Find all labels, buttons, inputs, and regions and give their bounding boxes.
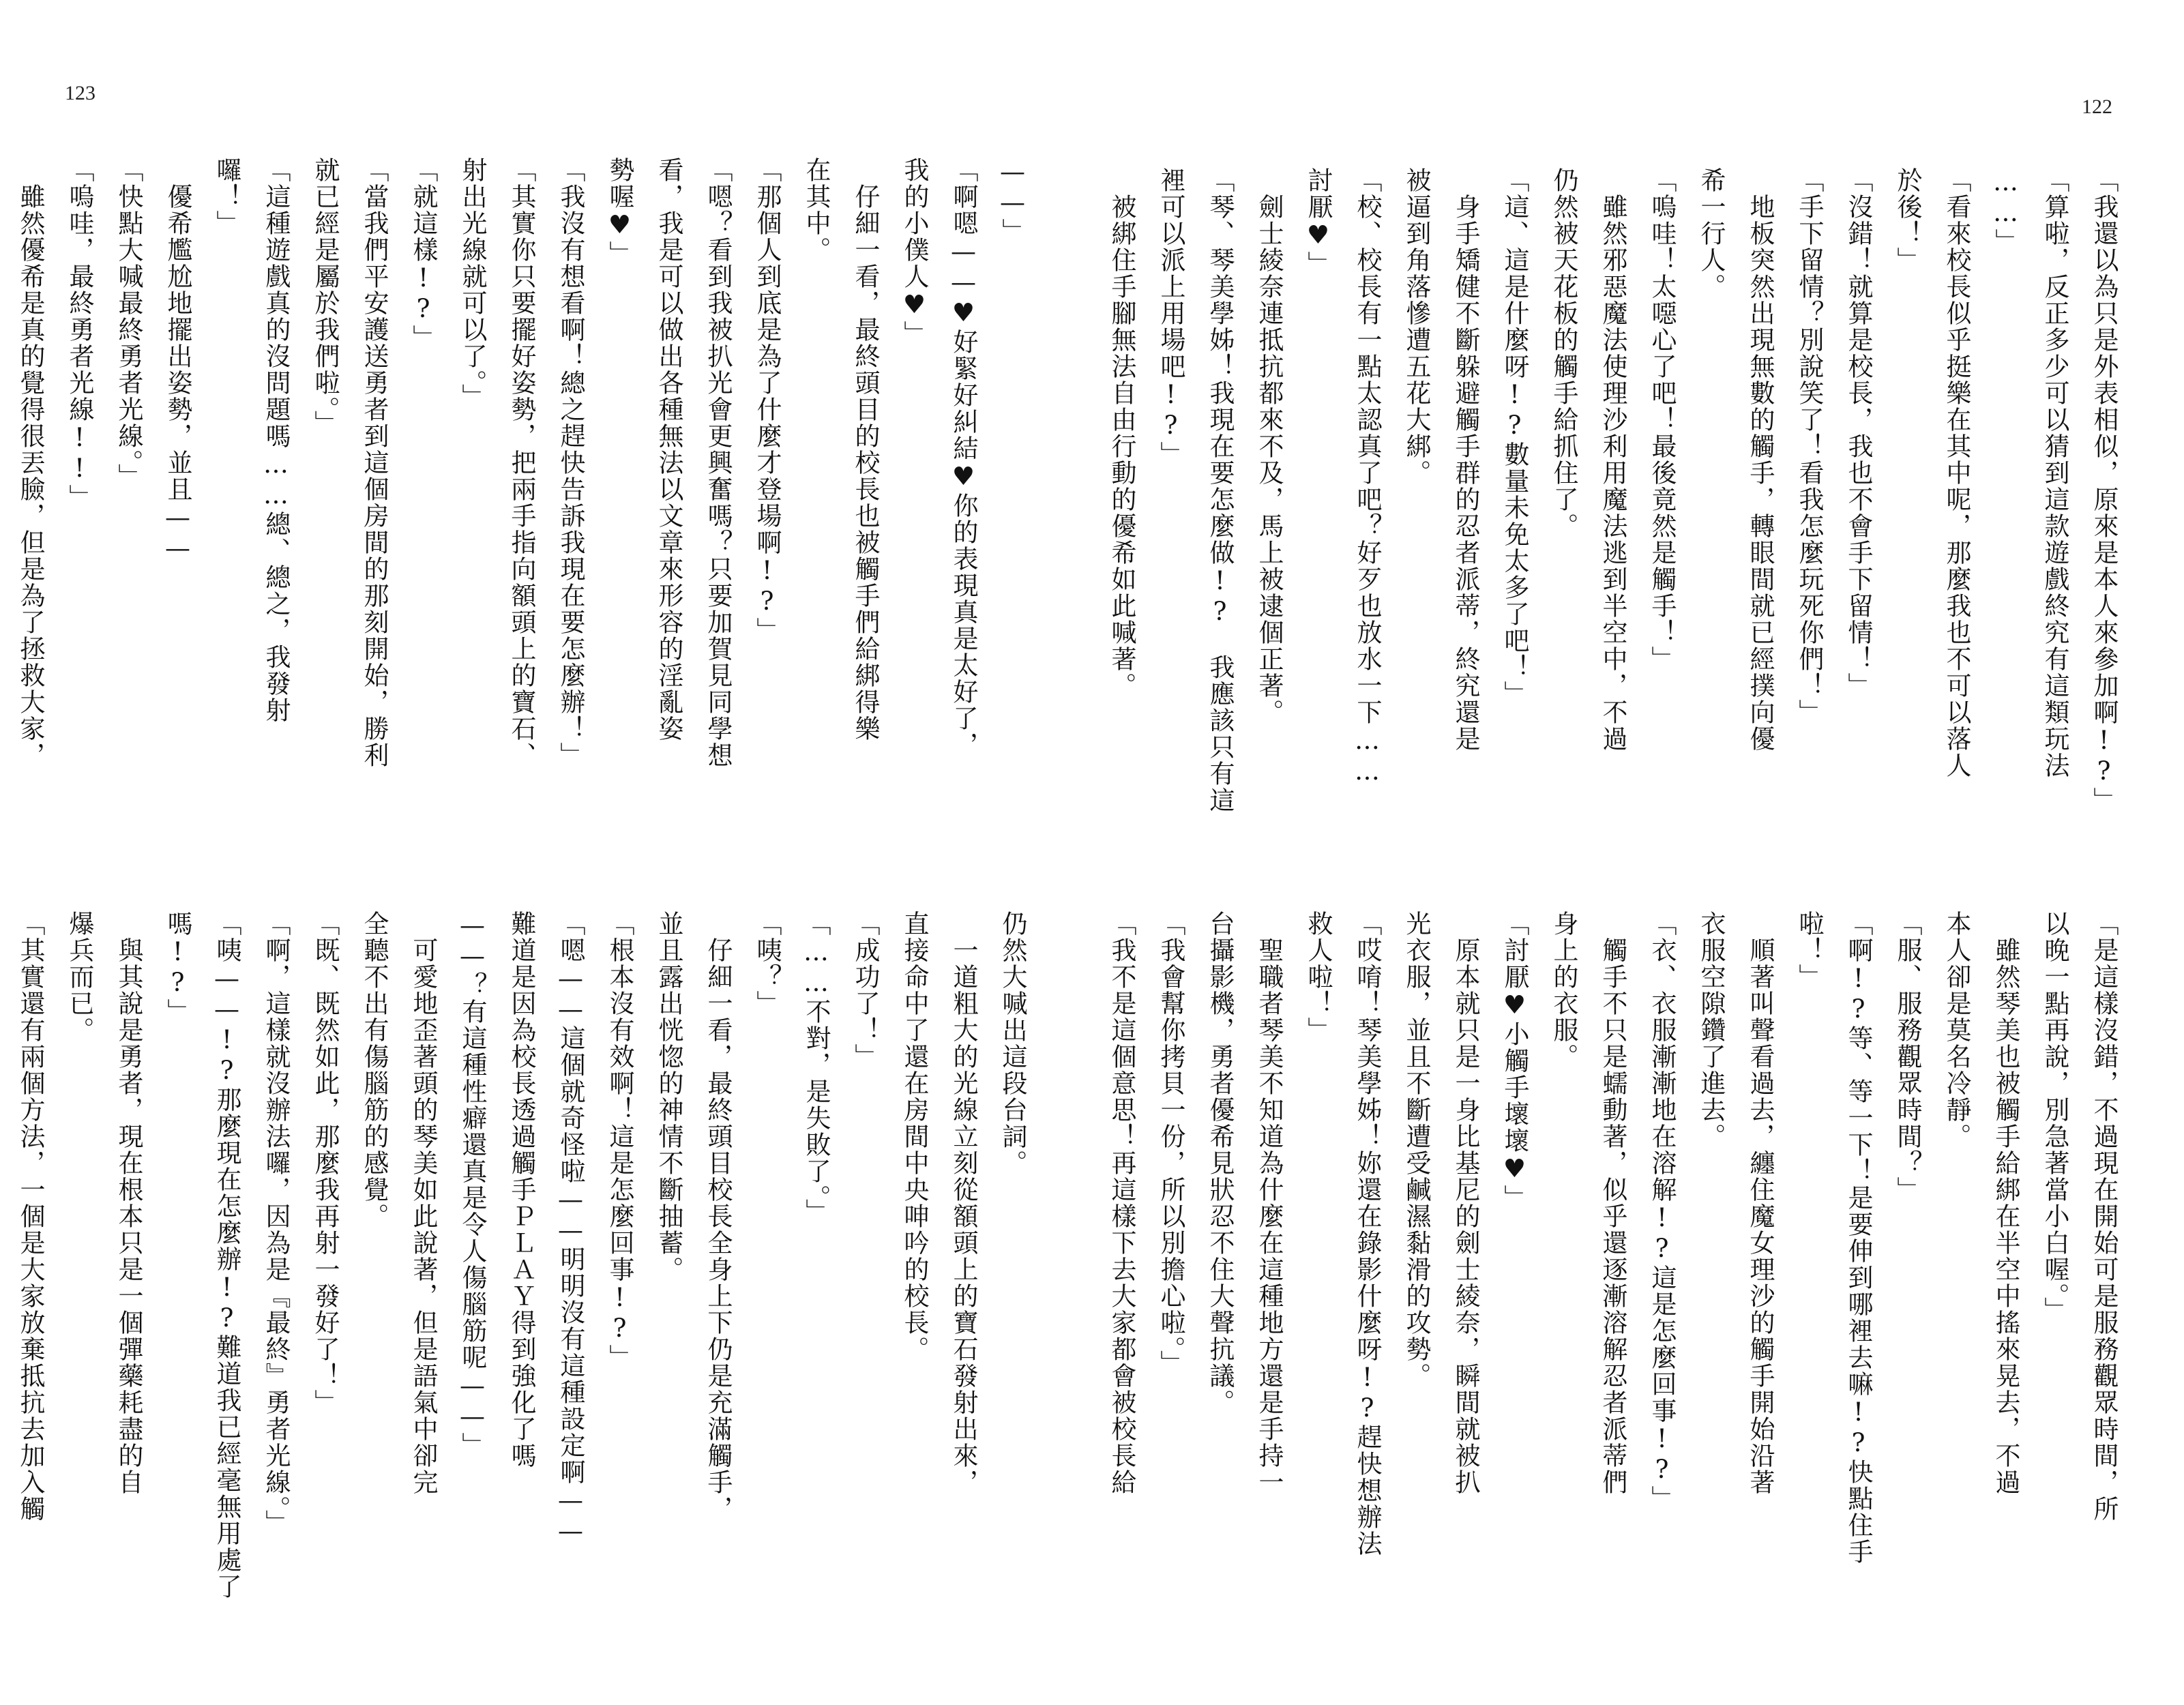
- right-bottom-line-5: 「服、服務觀眾時間？」: [1893, 910, 1922, 1203]
- left-bottom-line-5: 「……不對，是失敗了。」: [801, 910, 831, 1226]
- right-top-line-1: 「我還以為只是外表相似，原來是本人來參加啊!?」: [2089, 167, 2119, 814]
- right-bottom-line-1: 「是這樣沒錯，不過現在開始可是服務觀眾時間，所: [2089, 910, 2119, 1522]
- right-bottom-line-15: 光衣服，並且不斷遭受鹹濕黏滑的攻勢。: [1402, 910, 1431, 1389]
- left-bottom-line-17: 「咦——!?那麼現在怎麼辦!?難道我已經毫無用處了: [212, 910, 241, 1600]
- left-top-line-1: ——」: [998, 157, 1027, 245]
- right-bottom-line-7: 啦！」: [1795, 910, 1824, 990]
- page-number-left: 123: [65, 82, 95, 104]
- left-bottom-line-12: ——？有這種性癖還真是令人傷腦筋呢——」: [458, 910, 487, 1459]
- left-bottom-line-14: 全聽不出有傷腦筋的感覺。: [359, 910, 389, 1230]
- left-top-line-2: 「啊嗯——♥好緊好糾結♥你的表現真是太好了，: [949, 157, 978, 758]
- right-top-line-16: 「校、校長有一點太認真了吧？好歹也放水一下……: [1353, 167, 1382, 787]
- left-top-line-7: 「嗯？看到我被扒光會更興奮嗎？只要加賀見同學想: [703, 157, 733, 769]
- right-top-line-9: 希一行人。: [1696, 167, 1726, 300]
- left-top-line-11: 「其實你只要擺好姿勢，把兩手指向額頭上的寶石、: [507, 157, 536, 769]
- right-bottom-line-10: 「衣、衣服漸漸地在溶解!?這是怎麼回事!?」: [1647, 910, 1677, 1512]
- left-top-line-12: 射出光線就可以了。」: [458, 157, 487, 411]
- left-top-line-15: 就已經是屬於我們啦。」: [310, 157, 340, 437]
- left-top-line-18: 優希尷尬地擺出姿勢，並且——: [163, 157, 192, 564]
- right-top-line-7: 「手下留情？別說笑了！看我怎麼玩死你們！」: [1795, 167, 1824, 726]
- left-top-line-4: 仔細一看，最終頭目的校長也被觸手們給綁得樂: [851, 157, 880, 742]
- right-top-line-5: 於後！」: [1893, 167, 1922, 273]
- right-top-line-10: 「嗚哇！太噁心了吧！最後竟然是觸手！」: [1647, 167, 1677, 672]
- left-top-line-14: 「當我們平安護送勇者到這個房間的那刻開始，勝利: [359, 157, 389, 769]
- right-page-top-text: [1107, 167, 2128, 890]
- right-top-line-18: 劍士綾奈連抵抗都來不及，馬上被逮個正著。: [1254, 167, 1284, 726]
- left-bottom-line-21: 「其實還有兩個方法，一個是大家放棄抵抗去加入觸: [16, 910, 45, 1522]
- right-top-line-11: 雖然邪惡魔法使理沙利用魔法逃到半空中，不過: [1598, 167, 1627, 752]
- left-top-line-3: 我的小僕人♥」: [900, 157, 929, 347]
- right-bottom-line-2: 以晚一點再說，別急著當小白喔。」: [2040, 910, 2069, 1324]
- left-top-line-17: 囉！」: [212, 157, 241, 237]
- right-bottom-line-20: 「我會幫你拷貝一份，所以別擔心啦。」: [1156, 910, 1185, 1377]
- left-top-line-20: 「嗚哇，最終勇者光線!!」: [65, 157, 94, 511]
- right-bottom-line-8: 順著叫聲看過去，纏住魔女理沙的觸手開始沿著: [1745, 910, 1775, 1496]
- right-bottom-line-11: 觸手不只是蠕動著，似乎還逐漸溶解忍者派蒂們: [1598, 910, 1627, 1496]
- right-top-line-13: 「這、這是什麼呀!?數量未免太多了吧！」: [1500, 167, 1529, 707]
- left-bottom-line-3: 直接命中了還在房間中央呻吟的校長。: [900, 910, 929, 1363]
- left-top-line-9: 勢喔♥」: [605, 157, 634, 267]
- right-top-line-15: 被逼到角落慘遭五花大綁。: [1402, 167, 1431, 486]
- left-bottom-line-16: 「啊，這樣就沒辦法囉，因為是『最終』勇者光線。」: [261, 910, 291, 1537]
- left-top-line-19: 「快點大喊最終勇者光線。」: [114, 157, 143, 490]
- left-bottom-line-1: 仍然大喊出這段台詞。: [998, 910, 1027, 1176]
- left-bottom-line-8: 並且露出恍惚的神情不斷抽蓄。: [654, 910, 683, 1283]
- right-bottom-line-19: 台攝影機，勇者優希見狀忍不住大聲抗議。: [1205, 910, 1235, 1416]
- left-bottom-line-20: 爆兵而已。: [65, 910, 94, 1043]
- right-bottom-line-14: 原本就只是一身比基尼的劍士綾奈，瞬間就被扒: [1451, 910, 1480, 1496]
- right-top-line-20: 裡可以派上用場吧!?」: [1156, 167, 1185, 468]
- left-bottom-line-7: 仔細一看，最終頭目校長全身上下仍是充滿觸手，: [703, 910, 733, 1522]
- right-top-line-21: 被綁住手腳無法自由行動的優希如此喊著。: [1107, 167, 1136, 699]
- right-bottom-line-12: 身上的衣服。: [1549, 910, 1578, 1070]
- left-top-line-6: 「那個人到底是為了什麼才登場啊!?」: [752, 157, 782, 644]
- right-top-line-14: 身手矯健不斷躲避觸手群的忍者派蒂，終究還是: [1451, 167, 1480, 752]
- left-bottom-line-15: 「既、既然如此，那麼我再射一發好了！」: [310, 910, 340, 1416]
- right-page-bottom-text: [1107, 910, 2128, 1633]
- left-page-top-text: [16, 157, 1037, 880]
- left-bottom-line-10: 「嗯——這個就奇怪啦——明明沒有這種設定啊——: [556, 910, 585, 1547]
- left-top-line-21: 雖然優希是真的覺得很丟臉，但是為了拯救大家，: [16, 157, 45, 769]
- right-bottom-line-6: 「啊!?等、等一下！是要伸到哪裡去嘛!?快點住手: [1844, 910, 1873, 1565]
- left-top-line-13: 「就這樣!?」: [409, 157, 438, 351]
- right-bottom-line-3: 雖然琴美也被觸手給綁在半空中搖來晃去，不過: [1991, 910, 2020, 1496]
- right-bottom-line-17: 救人啦！」: [1303, 910, 1333, 1043]
- left-page-bottom-text: [16, 910, 1037, 1633]
- page-number-right: 122: [2082, 95, 2112, 118]
- left-bottom-line-6: 「咦？」: [752, 910, 782, 1017]
- left-bottom-line-19: 與其說是勇者，現在根本只是一個彈藥耗盡的自: [114, 910, 143, 1496]
- right-top-line-4: 「看來校長似乎挺樂在其中呢，那麼我也不可以落人: [1942, 167, 1971, 779]
- right-bottom-line-18: 聖職者琴美不知道為什麼在這種地方還是手持一: [1254, 910, 1284, 1496]
- right-top-line-12: 仍然被天花板的觸手給抓住了。: [1549, 167, 1578, 539]
- left-top-line-8: 看，我是可以做出各種無法以文章來形容的淫亂姿: [654, 157, 683, 742]
- right-top-line-2: 「算啦，反正多少可以猜到這款遊戲終究有這類玩法: [2040, 167, 2069, 779]
- left-bottom-line-2: 一道粗大的光線立刻從額頭上的寶石發射出來，: [949, 910, 978, 1496]
- left-top-line-5: 在其中。: [801, 157, 831, 263]
- left-top-line-16: 「這種遊戲真的沒問題嗎……總、總之，我發射: [261, 157, 291, 724]
- right-top-line-6: 「沒錯！就算是校長，我也不會手下留情！」: [1844, 167, 1873, 699]
- left-top-line-10: 「我沒有想看啊！總之趕快告訴我現在要怎麼辦！」: [556, 157, 585, 769]
- left-bottom-line-11: 難道是因為校長透過觸手ＰＬＡＹ得到強化了嗎: [507, 910, 536, 1469]
- right-bottom-line-9: 衣服空隙鑽了進去。: [1696, 910, 1726, 1150]
- left-bottom-line-4: 「成功了！」: [851, 910, 880, 1070]
- left-bottom-line-18: 嗎!?」: [163, 910, 192, 1025]
- right-top-line-19: 「琴、琴美學姊！我現在要怎麼做!? 我應該只有這: [1205, 167, 1235, 814]
- right-bottom-line-21: 「我不是這個意思！再這樣下去大家都會被校長給: [1107, 910, 1136, 1496]
- left-bottom-line-13: 可愛地歪著頭的琴美如此說著，但是語氣中卻完: [409, 910, 438, 1496]
- left-bottom-line-9: 「根本沒有效啊！這是怎麼回事!?」: [605, 910, 634, 1371]
- right-top-line-8: 地板突然出現無數的觸手，轉眼間就已經撲向優: [1745, 167, 1775, 752]
- right-bottom-line-13: 「討厭♥小觸手壞壞♥」: [1500, 910, 1529, 1211]
- right-top-line-3: ……」: [1991, 167, 2020, 255]
- right-top-line-17: 討厭♥」: [1303, 167, 1333, 278]
- right-bottom-line-16: 「哎唷！琴美學姊！妳還在錄影什麼呀!?趕快想辦法: [1353, 910, 1382, 1557]
- right-bottom-line-4: 本人卻是莫名冷靜。: [1942, 910, 1971, 1150]
